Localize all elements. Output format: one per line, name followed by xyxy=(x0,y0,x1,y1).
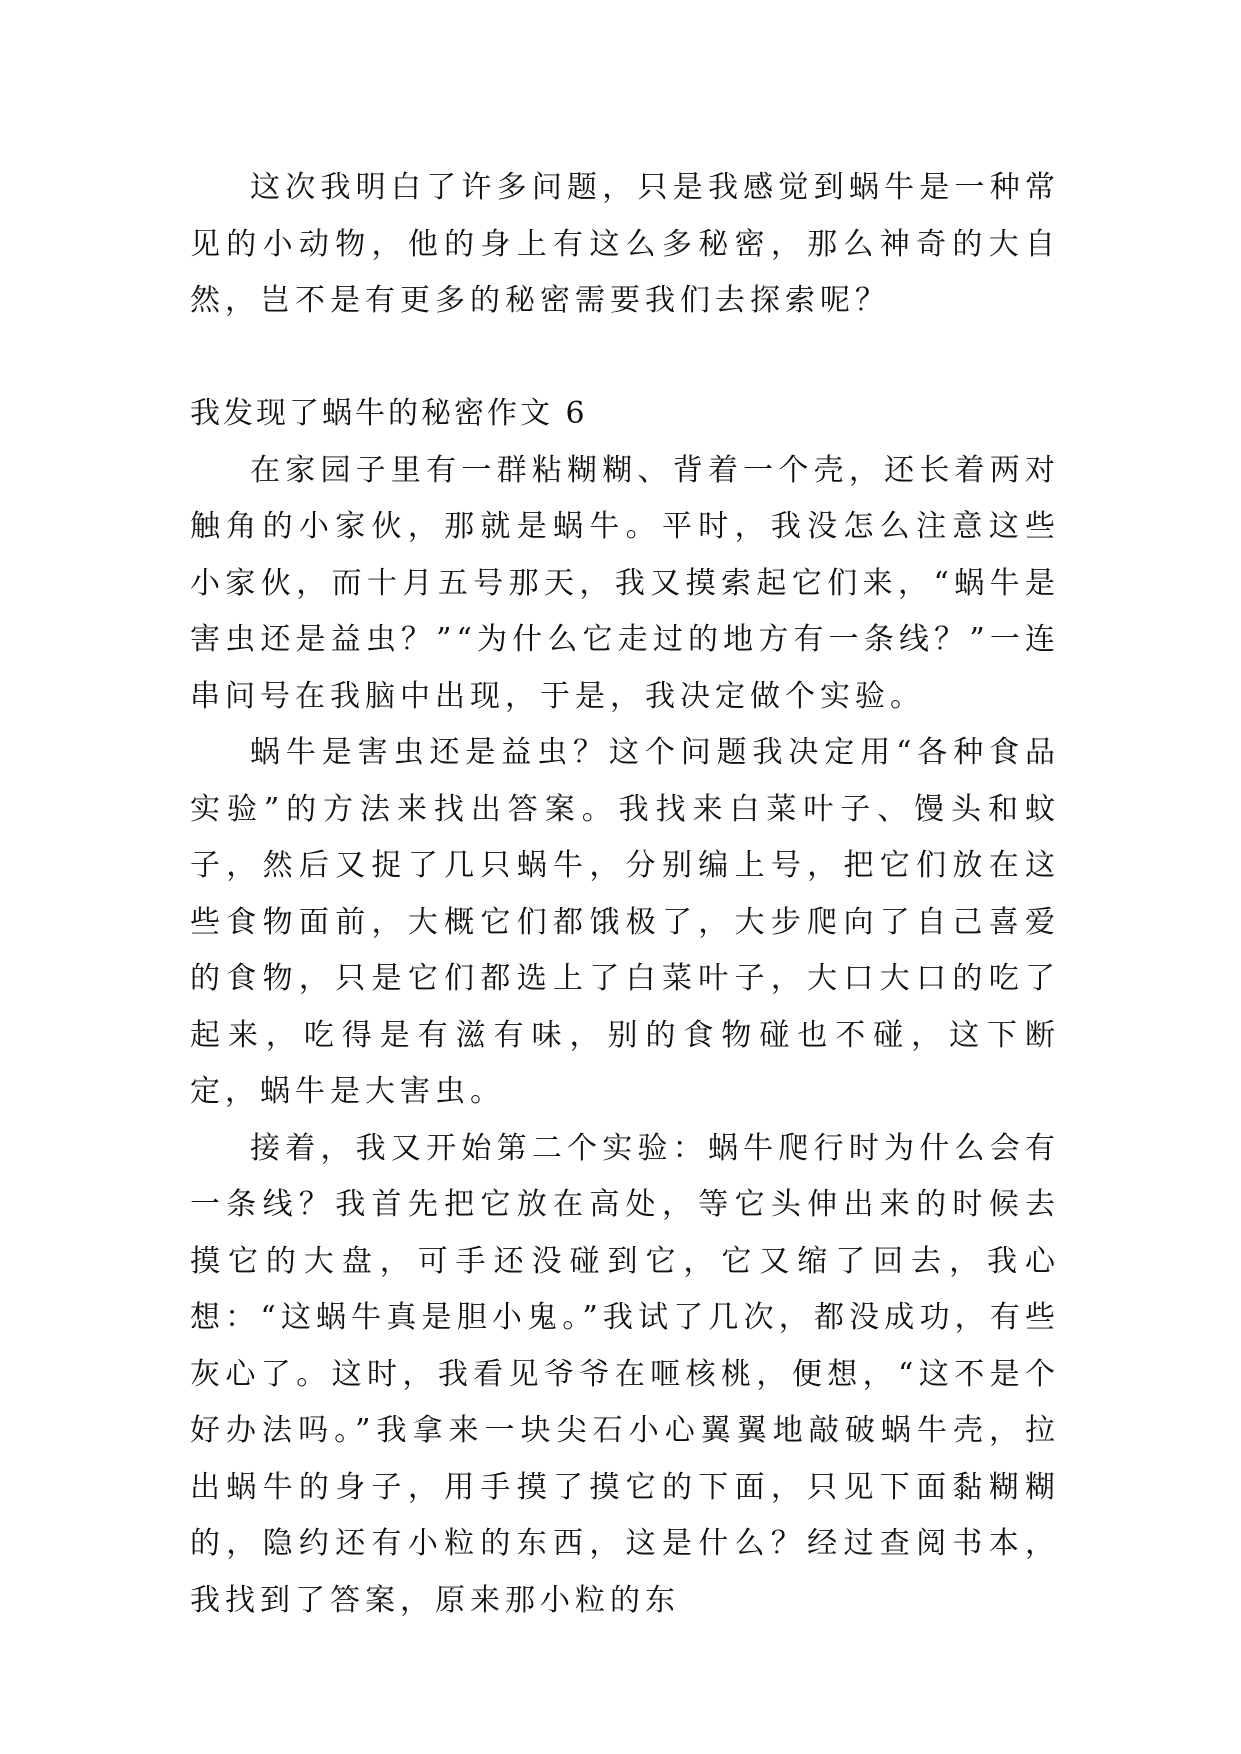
document-body xyxy=(190,160,1060,1629)
section-gap xyxy=(190,330,1060,387)
paragraph-1: 在家园子里有一群粘糊糊、背着一个壳，还长着两对触角的小家伙，那就是蜗牛。平时，我没怎么注意这些小家伙，而十月五号那天，我又摸索起它们来，“蜗牛是害虫还是益虫？”“为什么它走过的地方有一条线？”一连串问号在我脑中出现，于是，我决定做个实验。 xyxy=(190,452,1060,714)
intro-paragraph: 这次我明白了许多问题，只是我感觉到蜗牛是一种常见的小动物，他的身上有这么多秘密，那么神奇的大自然，岂不是有更多的秘密需要我们去探索呢？ xyxy=(190,170,1060,318)
section-title: 我发现了蜗牛的秘密作文 6 xyxy=(190,396,588,431)
paragraph-3: 接着，我又开始第二个实验：蜗牛爬行时为什么会有一条线？我首先把它放在高处，等它头伸出来的时候去摸它的大盘，可手还没碰到它，它又缩了回去，我心想：“这蜗牛真是胆小鬼。”我试了几次，都没成功，有些灰心了。这时，我看见爷爷在咂核桃，便想，“这不是个好办法吗。”我拿来一块尖石小心翼翼地敲破蜗牛壳，拉出蜗牛的身子，用手摸了摸它的下面，只见下面黏糊糊的，隐约还有小粒的东西，这是什么？经过查阅书本，我找到了答案，原来那小粒的东 xyxy=(190,1130,1060,1618)
paragraph-2: 蜗牛是害虫还是益虫？这个问题我决定用“各种食品实验”的方法来找出答案。我找来白菜叶子、馒头和蚊子，然后又捉了几只蜗牛，分别编上号，把它们放在这些食物面前，大概它们都饿极了，大步爬向了自己喜爱的食物，只是它们都选上了白菜叶子，大口大口的吃了起来，吃得是有滋有味，别的食物碰也不碰，这下断定，蜗牛是大害虫。 xyxy=(190,735,1060,1109)
